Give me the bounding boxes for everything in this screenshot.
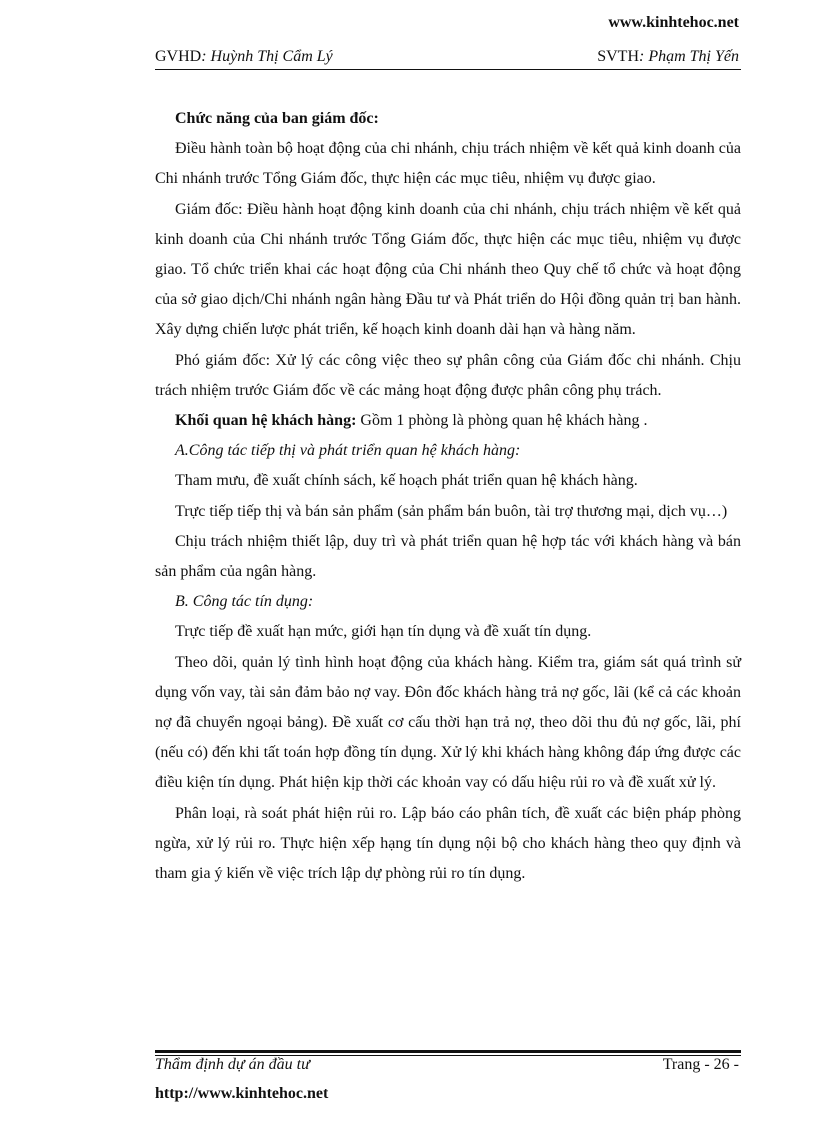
paragraph: Tham mưu, đề xuất chính sách, kế hoạch phát triển quan hệ khách hàng. — [175, 472, 638, 490]
footer-rule-thick — [155, 1050, 741, 1053]
paragraph: Theo dõi, quản lý tình hình hoạt động của khách hàng. Kiểm tra, giám sát quá trình sử dụng vốn vay, tài sản đảm bảo nợ vay. Đôn đốc khách hàng trả nợ gốc, lãi (kể cả các khoản nợ đã chuyển ngoại bảng). Đề xuất cơ cấu thời hạn trả nợ, theo dõi thu đủ nợ gốc, lãi, phí (nếu có) đến khi tất toán hợp đồng tín dụng. Xử lý khi khách hàng không đáp ứng được các điều kiện tín dụng. Phát hiện kịp thời các khoản vay có dấu hiệu rủi ro và đề xuất xử lý. — [155, 653, 741, 792]
header-rule — [155, 69, 741, 70]
gvhd-name: : Huỳnh Thị Cẩm Lý — [201, 48, 333, 65]
paragraph-customer-block — [155, 406, 741, 436]
gvhd — [155, 48, 333, 66]
credit-heading: B. Công tác tín dụng: — [175, 593, 314, 611]
paragraph: Phân loại, rà soát phát hiện rủi ro. Lập báo cáo phân tích, đề xuất các biện pháp phòng ngừa, xử lý rủi ro. Thực hiện xếp hạng tín dụng nội bộ cho khách hàng theo quy định và tham gia ý kiến về việc trích lập dự phòng rủi ro tín dụng. — [155, 804, 741, 883]
paragraph: Giám đốc: Điều hành hoạt động kinh doanh của chi nhánh, chịu trách nhiệm về kết quả kinh doanh của Chi nhánh trước Tổng Giám đốc, thực hiện các mục tiêu, nhiệm vụ được giao. Tổ chức triển khai các hoạt động của Chi nhánh theo Quy chế tổ chức và hoạt động của sở giao dịch/Chi nhánh ngân hàng Đầu tư và Phát triển do Hội đồng quản trị ban hành. Xây dựng chiến lược phát triển, kế hoạch kinh doanh dài hạn và hàng năm. — [155, 200, 741, 339]
svth-name: : Phạm Thị Yến — [639, 48, 739, 65]
paragraph: Chịu trách nhiệm thiết lập, duy trì và phát triển quan hệ hợp tác với khách hàng và bán sản phẩm của ngân hàng. — [155, 532, 741, 581]
board-heading: Chức năng của ban giám đốc: — [175, 110, 379, 127]
svth — [597, 48, 739, 66]
site-url-top: www.kinhtehoc.net — [608, 14, 739, 31]
marketing-heading: A.Công tác tiếp thị và phát triển quan hệ khách hàng: — [175, 442, 521, 460]
page-body — [155, 104, 741, 889]
page-number: Trang - 26 - — [662, 1056, 739, 1073]
section-heading-board — [155, 104, 741, 134]
customer-block-heading: Khối quan hệ khách hàng: — [175, 412, 357, 430]
paragraph: Trực tiếp tiếp thị và bán sản phẩm (sản phẩm bán buôn, tài trợ thương mại, dịch vụ…) — [175, 502, 728, 520]
page-header — [155, 48, 739, 66]
customer-block-text: Gồm 1 phòng là phòng quan hệ khách hàng . — [356, 412, 648, 430]
subheading-credit — [155, 587, 741, 617]
svth-label: SVTH — [597, 48, 639, 65]
paragraph: Trực tiếp đề xuất hạn mức, giới hạn tín dụng và đề xuất tín dụng. — [175, 623, 592, 641]
paragraph: Phó giám đốc: Xử lý các công việc theo sự phân công của Giám đốc chi nhánh. Chịu trách nhiệm trước Giám đốc về các mảng hoạt động được phân công phụ trách. — [155, 351, 741, 399]
footer-title: Thẩm định dự án đầu tư — [155, 1056, 310, 1073]
site-url-bottom[interactable]: http://www.kinhtehoc.net — [155, 1085, 329, 1102]
page-footer — [155, 1056, 739, 1074]
paragraph: Điều hành toàn bộ hoạt động của chi nhánh, chịu trách nhiệm về kết quả kinh doanh của Chi nhánh trước Tổng Giám đốc, thực hiện các mục tiêu, nhiệm vụ được giao. — [155, 140, 741, 188]
subheading-marketing — [155, 436, 741, 466]
gvhd-label: GVHD — [155, 48, 202, 65]
